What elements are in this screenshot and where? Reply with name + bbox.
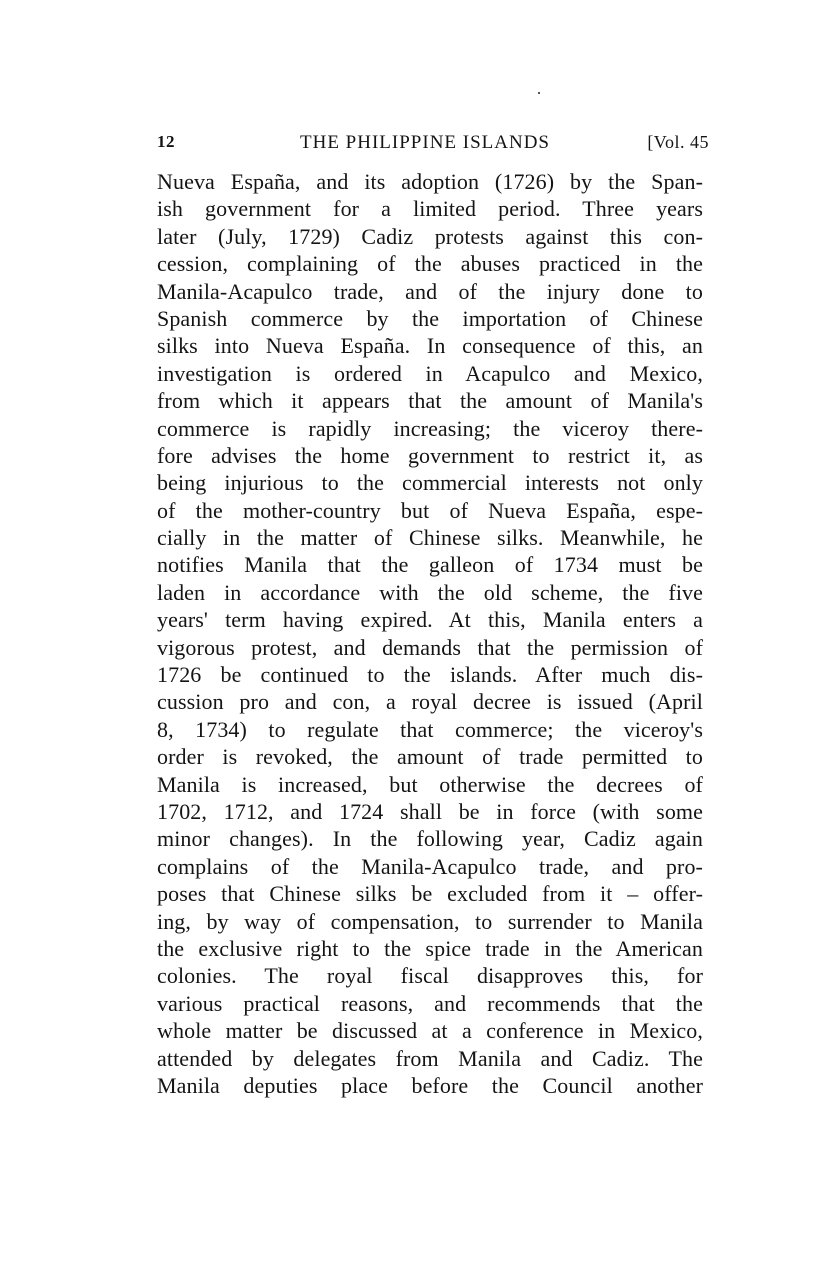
text-line: cially in the matter of Chinese silks. Meanwhile, he	[157, 525, 703, 551]
text-line: laden in accordance with the old scheme, the five	[157, 579, 703, 605]
text-line: silks into Nueva España. In consequence of this, an	[157, 333, 703, 359]
text-line: 1726 be continued to the islands. After much dis-	[157, 662, 703, 688]
text-line: Manila is increased, but otherwise the decrees of	[157, 771, 703, 797]
text-line: Manila deputies place before the Council another	[157, 1072, 703, 1098]
text-line: Manila-Acapulco trade, and of the injury done to	[157, 278, 703, 304]
text-line: of the mother-country but of Nueva España, espe-	[157, 497, 703, 523]
text-line: whole matter be discussed at a conference in Mexico,	[157, 1018, 703, 1044]
text-line: ish government for a limited period. Three years	[157, 196, 703, 222]
text-line: the exclusive right to the spice trade in the American	[157, 935, 703, 961]
text-line: years' term having expired. At this, Manila enters a	[157, 607, 703, 633]
text-line: fore advises the home government to restrict it, as	[157, 442, 703, 468]
text-line: order is revoked, the amount of trade permitted to	[157, 744, 703, 770]
text-line: poses that Chinese silks be excluded from it – offer-	[157, 881, 703, 907]
text-line: 8, 1734) to regulate that commerce; the viceroy's	[157, 716, 703, 742]
text-line: Nueva España, and its adoption (1726) by the Span-	[157, 169, 703, 194]
text-line: vigorous protest, and demands that the permission of	[157, 634, 703, 660]
page-number: 12	[157, 132, 175, 151]
body-text	[157, 168, 703, 1099]
text-line: complains of the Manila-Acapulco trade, and pro-	[157, 853, 703, 879]
text-line: minor changes). In the following year, Cadiz again	[157, 826, 703, 852]
text-line: cession, complaining of the abuses practiced in the	[157, 251, 703, 277]
text-line: notifies Manila that the galleon of 1734 must be	[157, 552, 703, 578]
scan-speck	[538, 92, 540, 94]
text-line: Spanish commerce by the importation of Chinese	[157, 305, 703, 331]
text-line: from which it appears that the amount of Manila's	[157, 388, 703, 414]
text-line: cussion pro and con, a royal decree is issued (April	[157, 689, 703, 715]
text-line: ing, by way of compensation, to surrender to Manila	[157, 908, 703, 934]
text-line: investigation is ordered in Acapulco and Mexico,	[157, 360, 703, 386]
text-line: commerce is rapidly increasing; the viceroy there-	[157, 415, 703, 441]
running-title: THE PHILIPPINE ISLANDS	[300, 132, 550, 153]
volume-label: [Vol. 45	[647, 132, 709, 152]
text-line: attended by delegates from Manila and Cadiz. The	[157, 1045, 703, 1071]
text-line: 1702, 1712, and 1724 shall be in force (with some	[157, 798, 703, 824]
text-line: colonies. The royal fiscal disapproves this, for	[157, 963, 703, 989]
text-line: various practical reasons, and recommends that the	[157, 990, 703, 1016]
running-header	[157, 128, 709, 158]
text-line: being injurious to the commercial interests not only	[157, 470, 703, 496]
text-line: later (July, 1729) Cadiz protests against this con-	[157, 223, 703, 249]
